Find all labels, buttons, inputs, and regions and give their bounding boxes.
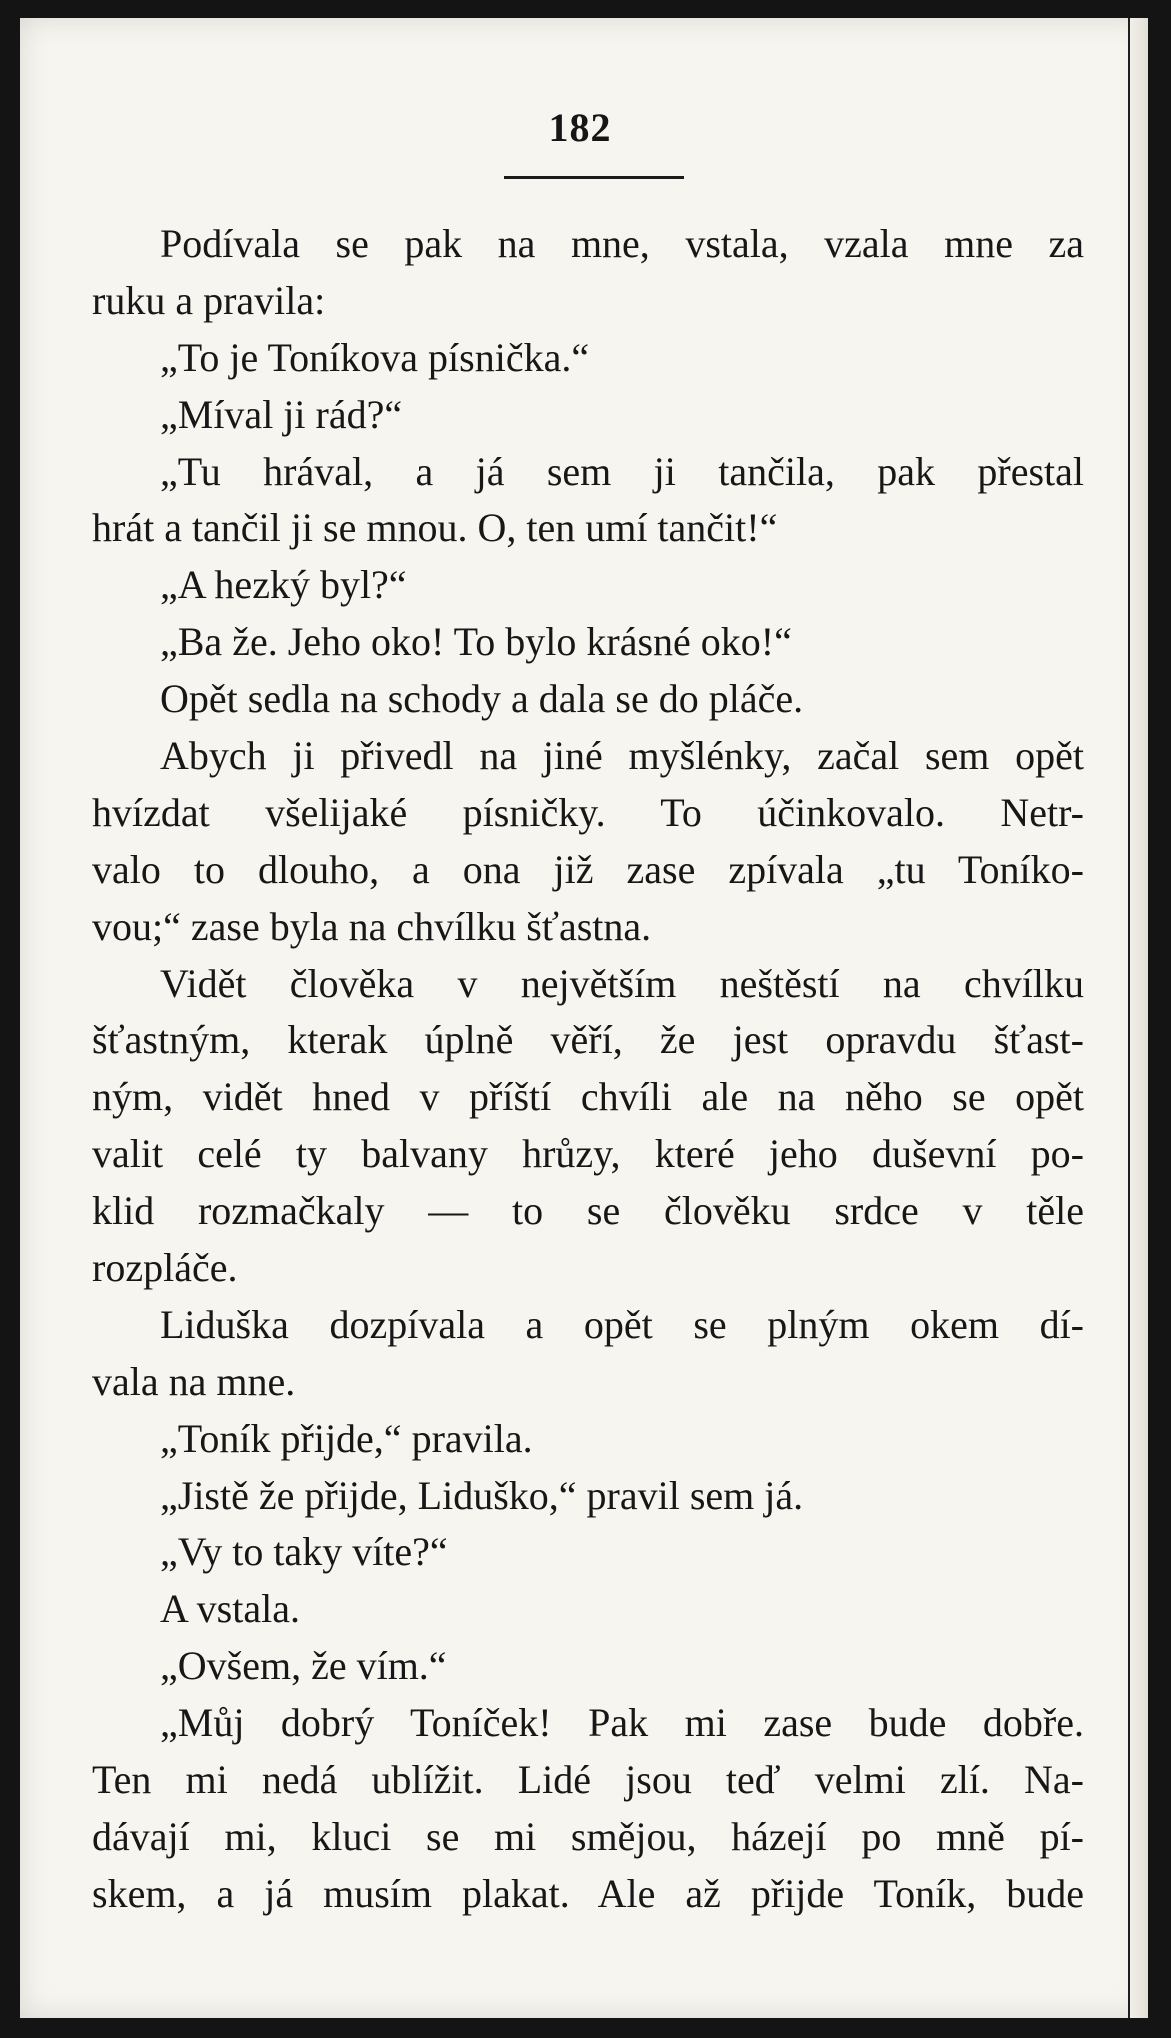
page-edge — [1128, 18, 1148, 2018]
text-line: Liduška dozpívala a opět se plným okem dí- — [160, 1301, 1084, 1347]
text-line: Opět sedla na schody a dala se do pláče. — [160, 676, 804, 722]
text-line: vou;“ zase byla na chvílku šťastna. — [92, 903, 652, 949]
text-line: rozpláče. — [92, 1245, 238, 1291]
book-page — [20, 18, 1148, 2018]
body-text — [92, 216, 1084, 1923]
text-line: „Míval ji rád?“ — [160, 391, 403, 437]
text-line: „Jistě že přijde, Liduško,“ pravil sem já. — [160, 1472, 804, 1518]
text-line: šťastným, kterak úplně věří, že jest opravdu šťast- — [92, 1017, 1084, 1063]
text-line: „Toník přijde,“ pravila. — [160, 1415, 533, 1461]
text-line: „A hezký byl?“ — [160, 562, 407, 608]
text-line: Vidět člověka v největším neštěstí na chvílku — [160, 960, 1084, 1006]
text-line: „Tu hrával, a já sem ji tančila, pak přestal — [160, 448, 1084, 494]
text-line: „Ovšem, že vím.“ — [160, 1643, 447, 1689]
text-line: „To je Toníkova písnička.“ — [160, 334, 590, 380]
text-line: skem, a já musím plakat. Ale až přijde Toník, bude — [92, 1870, 1084, 1916]
text-line: dávají mi, kluci se mi smějou, házejí po mně pí- — [92, 1813, 1084, 1859]
text-line: ruku a pravila: — [92, 277, 326, 323]
text-line: „Můj dobrý Toníček! Pak mi zase bude dobře. — [160, 1700, 1084, 1746]
text-line: hvízdat všelijaké písničky. To účinkovalo. Netr- — [92, 789, 1084, 835]
text-line: ným, vidět hned v příští chvíli ale na něho se opět — [92, 1074, 1084, 1120]
page-number: 182 — [548, 105, 612, 150]
text-line: klid rozmačkaly — to se člověku srdce v těle — [92, 1188, 1084, 1234]
text-line: „Ba že. Jeho oko! To bylo krásné oko!“ — [160, 619, 792, 665]
text-line: Abych ji přivedl na jiné myšlénky, začal sem opět — [160, 733, 1084, 779]
text-line: hrát a tančil ji se mnou. O, ten umí tančit!“ — [92, 505, 778, 551]
text-line: valo to dlouho, a ona již zase zpívala „tu Toníko- — [92, 846, 1084, 892]
text-line: „Vy to taky víte?“ — [160, 1529, 448, 1575]
header-rule — [504, 176, 684, 179]
text-line: Podívala se pak na mne, vstala, vzala mne za — [160, 221, 1084, 266]
text-line: vala na mne. — [92, 1358, 296, 1404]
text-line: A vstala. — [160, 1586, 300, 1632]
text-line: valit celé ty balvany hrůzy, které jeho duševní po- — [92, 1131, 1084, 1177]
text-line: Ten mi nedá ublížit. Lidé jsou teď velmi zlí. Na- — [92, 1757, 1084, 1803]
